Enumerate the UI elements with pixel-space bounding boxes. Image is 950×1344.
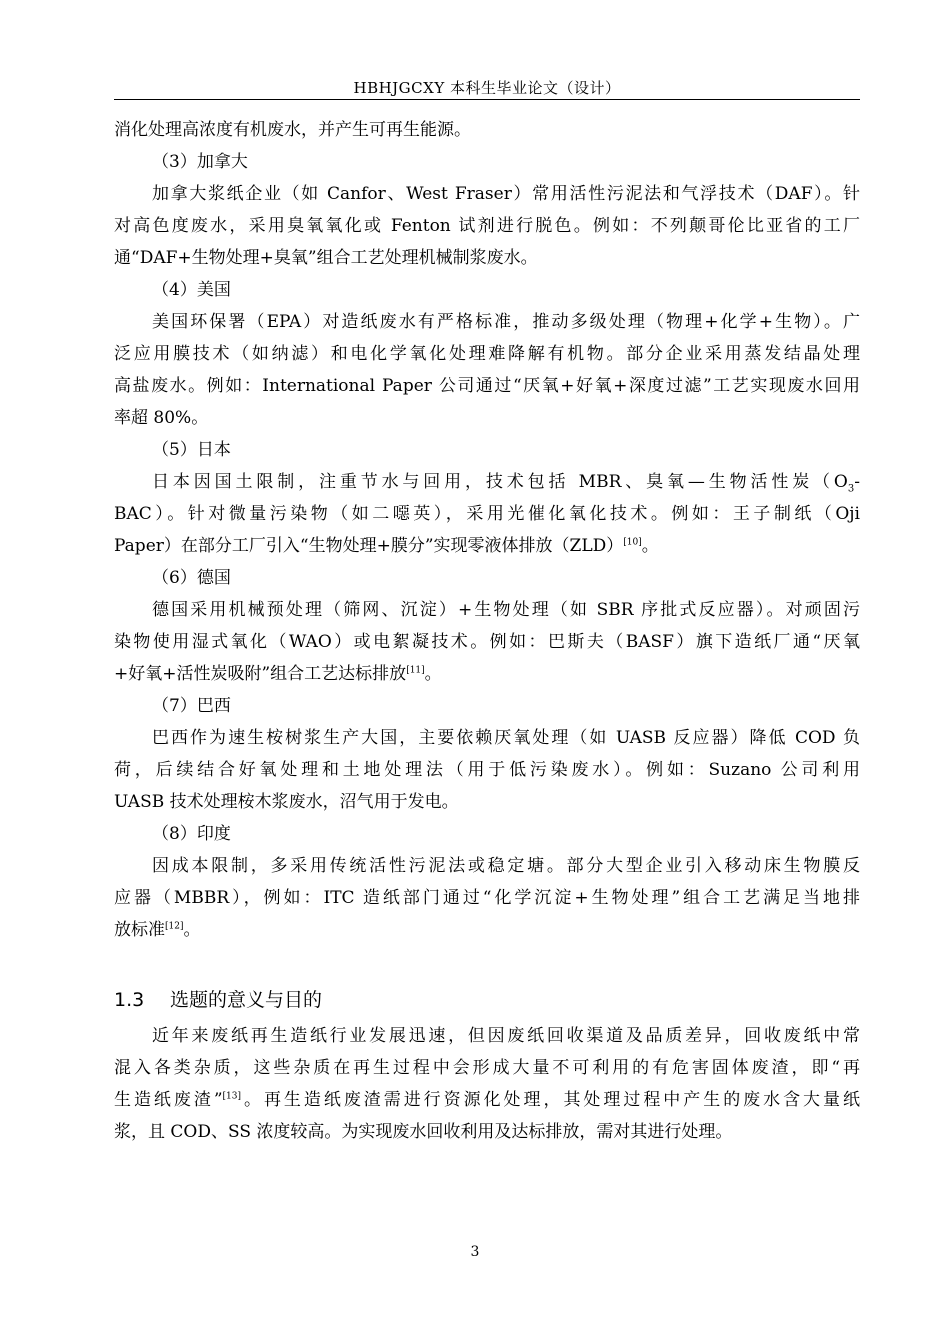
text-line (114, 562, 860, 594)
line-text: 对高色度废水，采用臭氧氧化或 Fenton 试剂进行脱色。例如：不列颠哥伦比亚省的工厂 (114, 216, 860, 236)
line-text-tail: 。再生造纸废渣需进行资源化处理，其处理过程中产生的废水含大量纸 (241, 1090, 860, 1110)
citation-superscript: [12] (165, 921, 184, 932)
text-line (114, 114, 860, 146)
line-text: 巴西作为速生桉树浆生产大国，主要依赖厌氧处理（如 UASB 反应器）降低 COD 负 (152, 728, 860, 748)
section-title: 选题的意义与目的 (170, 989, 323, 1011)
body-text-top (114, 114, 860, 946)
line-text: 通“DAF+生物处理+臭氧”组合工艺处理机械制浆废水。 (114, 248, 538, 268)
text-line (114, 370, 860, 402)
line-text: 美国环保署（EPA）对造纸废水有严格标准，推动多级处理（物理+化学+生物）。广 (152, 312, 860, 332)
header-rule (114, 99, 860, 100)
line-text-tail: - (854, 472, 860, 492)
line-text: 日本因国土限制，注重节水与回用，技术包括 MBR、臭氧—生物活性炭（O (152, 472, 848, 492)
text-line (114, 818, 860, 850)
citation-superscript: [11] (406, 665, 425, 676)
text-line (114, 1084, 860, 1116)
line-text: 泛应用膜技术（如纳滤）和电化学氧化处理难降解有机物。部分企业采用蒸发结晶处理 (114, 344, 860, 364)
text-line (114, 178, 860, 210)
line-text: 高盐废水。例如：International Paper 公司通过“厌氧+好氧+深度过滤”工艺实现废水回用 (114, 376, 860, 396)
text-line (114, 1116, 860, 1148)
line-text: +好氧+活性炭吸附”组合工艺达标排放 (114, 664, 407, 684)
citation-superscript: [13] (222, 1091, 242, 1102)
line-text: （4）美国 (152, 280, 231, 300)
line-text: UASB 技术处理桉木浆废水，沼气用于发电。 (114, 792, 459, 812)
page-header: HBHJGCXY 本科生毕业论文（设计） (353, 79, 621, 97)
line-text: 率超 80%。 (114, 408, 209, 428)
line-text: 混入各类杂质，这些杂质在再生过程中会形成大量不可利用的有危害固体废渣，即“再 (114, 1058, 860, 1078)
text-line (114, 274, 860, 306)
text-line (114, 850, 860, 882)
page-number: 3 (470, 1244, 480, 1260)
text-line (114, 402, 860, 434)
line-text: （7）巴西 (152, 696, 231, 716)
line-text: （8）印度 (152, 824, 231, 844)
line-text: 消化处理高浓度有机废水，并产生可再生能源。 (114, 120, 471, 140)
text-line (114, 1020, 860, 1052)
line-text: 因成本限制，多采用传统活性污泥法或稳定塘。部分大型企业引入移动床生物膜反 (152, 856, 860, 876)
line-text: 德国采用机械预处理（筛网、沉淀）+生物处理（如 SBR 序批式反应器）。对顽固污 (152, 600, 860, 620)
text-line (114, 434, 860, 466)
line-text: （3）加拿大 (152, 152, 248, 172)
subscript: 3 (847, 483, 855, 495)
text-line (114, 210, 860, 242)
line-text-tail: 。 (183, 920, 201, 940)
text-line (114, 306, 860, 338)
text-line (114, 146, 860, 178)
text-line (114, 1052, 860, 1084)
text-line (114, 498, 860, 530)
text-line (114, 530, 860, 562)
text-line (114, 754, 860, 786)
text-line (114, 466, 860, 498)
line-text: Paper）在部分工厂引入“生物处理+膜分”实现零液体排放（ZLD） (114, 536, 624, 556)
line-text: 浆，且 COD、SS 浓度较高。为实现废水回收利用及达标排放，需对其进行处理。 (114, 1122, 733, 1142)
line-text: BAC）。针对微量污染物（如二噁英），采用光催化氧化技术。例如：王子制纸（Oji (114, 504, 860, 524)
line-text: 放标准 (114, 920, 165, 940)
body-text-bottom (114, 1020, 860, 1148)
line-text: 染物使用湿式氧化（WAO）或电絮凝技术。例如：巴斯夫（BASF）旗下造纸厂通“厌氧 (114, 632, 860, 652)
line-text-tail: 。 (424, 664, 442, 684)
text-line (114, 786, 860, 818)
text-line (114, 626, 860, 658)
section-heading (114, 984, 322, 1016)
line-text-tail: 。 (641, 536, 659, 556)
line-text: 应器（MBBR），例如：ITC 造纸部门通过“化学沉淀+生物处理”组合工艺满足当地排 (114, 888, 860, 908)
citation-superscript: [10] (623, 537, 642, 548)
text-line (114, 690, 860, 722)
text-line (114, 882, 860, 914)
text-line (114, 658, 860, 690)
section-number: 1.3 (114, 989, 145, 1011)
line-text: 荷，后续结合好氧处理和土地处理法（用于低污染废水）。例如：Suzano 公司利用 (114, 760, 860, 780)
text-line (114, 594, 860, 626)
line-text: 近年来废纸再生造纸行业发展迅速，但因废纸回收渠道及品质差异，回收废纸中常 (152, 1026, 860, 1046)
text-line (114, 914, 860, 946)
line-text: 加拿大浆纸企业（如 Canfor、West Fraser）常用活性污泥法和气浮技术（DAF）。针 (152, 184, 860, 204)
line-text: （5）日本 (152, 440, 231, 460)
line-text: 生造纸废渣” (114, 1090, 223, 1110)
text-line (114, 242, 860, 274)
line-text: （6）德国 (152, 568, 231, 588)
text-line (114, 338, 860, 370)
text-line (114, 722, 860, 754)
